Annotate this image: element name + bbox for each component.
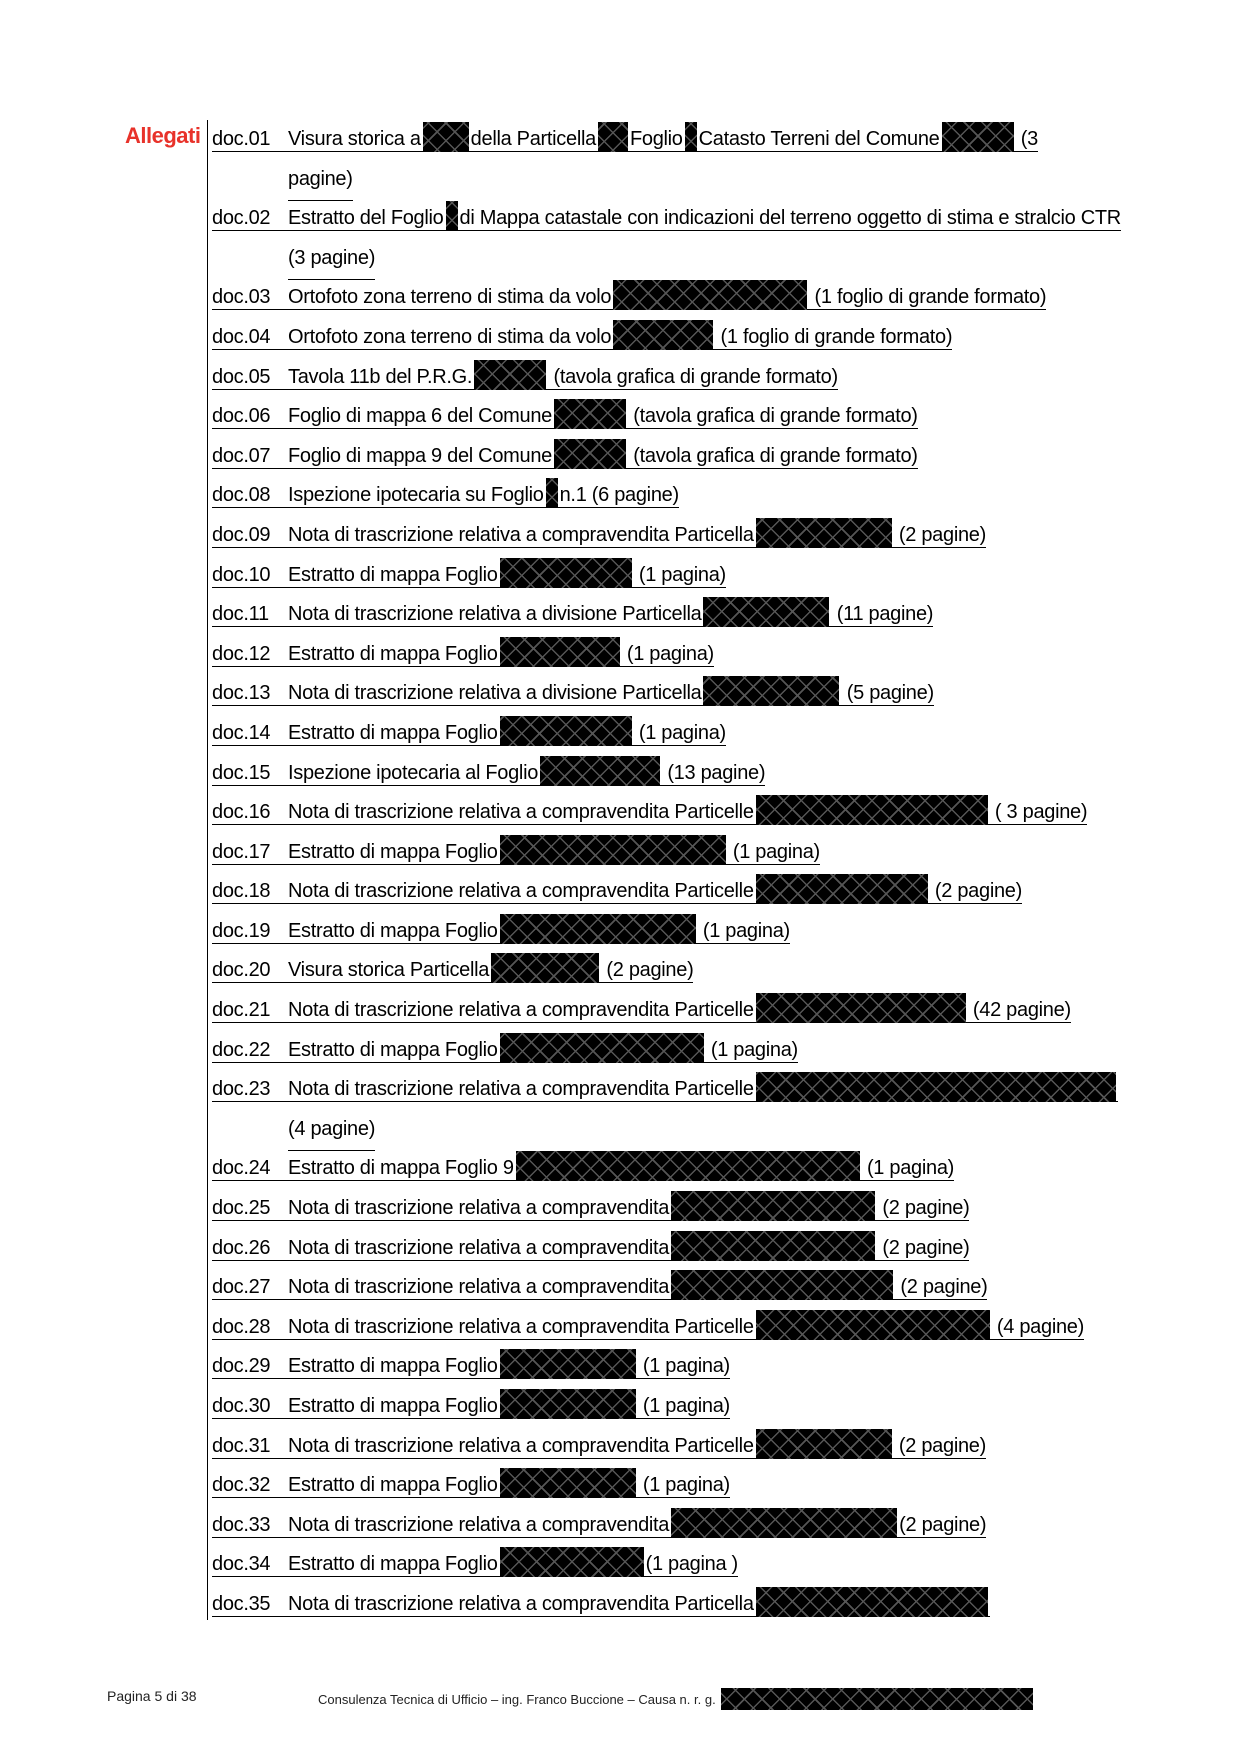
redaction [756,795,988,825]
section-divider [207,120,208,1620]
list-item: doc.23 Nota di trascrizione relativa a compravendita Particelle (4 pagine) [212,1070,1112,1149]
list-item: doc.34 Estratto di mappa Foglio (1 pagina ) [212,1545,1112,1585]
list-item: doc.08 Ispezione ipotecaria su Foglio n.1 (6 pagine) [212,476,1112,516]
redaction [756,1429,892,1459]
list-item: doc.03 Ortofoto zona terreno di stima da volo (1 foglio di grande formato) [212,278,1112,318]
list-item: doc.28 Nota di trascrizione relativa a compravendita Particelle (4 pagine) [212,1308,1112,1348]
list-item: doc.20 Visura storica Particella (2 pagine) [212,951,1112,991]
list-item: doc.06 Foglio di mappa 6 del Comune (tavola grafica di grande formato) [212,397,1112,437]
list-item: doc.21 Nota di trascrizione relativa a compravendita Particelle (42 pagine) [212,991,1112,1031]
redaction [491,953,599,983]
redaction [500,1389,636,1419]
redaction [423,122,469,152]
redaction [703,597,829,627]
list-item: doc.16 Nota di trascrizione relativa a compravendita Particelle ( 3 pagine) [212,793,1112,833]
redaction [942,122,1014,152]
redaction [703,676,839,706]
list-item: doc.27 Nota di trascrizione relativa a compravendita (2 pagine) [212,1268,1112,1308]
redaction [500,558,632,588]
doc-pages: pagine) [288,160,353,202]
redaction [500,1349,636,1379]
list-item: doc.13 Nota di trascrizione relativa a divisione Particella (5 pagine) [212,674,1112,714]
list-item: doc.10 Estratto di mappa Foglio (1 pagina) [212,556,1112,596]
list-item: doc.26 Nota di trascrizione relativa a compravendita (2 pagine) [212,1229,1112,1269]
list-item: doc.24 Estratto di mappa Foglio 9 (1 pagina) [212,1149,1112,1189]
list-item: doc.14 Estratto di mappa Foglio (1 pagina) [212,714,1112,754]
redaction [546,478,558,508]
redaction [685,122,697,152]
doc-pages: (3 pagine) [288,239,375,281]
list-item: doc.18 Nota di trascrizione relativa a compravendita Particelle (2 pagine) [212,872,1112,912]
redaction [500,1468,636,1498]
doc-pages: (4 pagine) [288,1110,375,1152]
redaction [500,1033,704,1063]
redaction [500,1547,644,1577]
redaction [756,993,966,1023]
list-item: doc.17 Estratto di mappa Foglio (1 pagina) [212,833,1112,873]
attachments-list [212,120,1121,1625]
section-label: Allegati [125,123,201,148]
list-item: doc.19 Estratto di mappa Foglio (1 pagina) [212,912,1112,952]
list-item: doc.09 Nota di trascrizione relativa a compravendita Particella (2 pagine) [212,516,1112,556]
redaction [671,1191,875,1221]
redaction [756,1310,990,1340]
redaction [613,320,713,350]
list-item: doc.30 Estratto di mappa Foglio (1 pagina) [212,1387,1112,1427]
list-item: doc.01 Visura storica a della Particella Foglio Catasto Terreni del Comune (3 pagine) [212,120,1112,199]
redaction [500,637,620,667]
list-item: doc.05 Tavola 11b del P.R.G. (tavola grafica di grande formato) [212,358,1112,398]
list-item: doc.15 Ispezione ipotecaria al Foglio (13 pagine) [212,754,1112,794]
doc-code: doc.01 [212,128,271,150]
redaction [756,518,892,548]
redaction [540,756,660,786]
redaction [516,1151,860,1181]
redaction [756,874,928,904]
redaction [756,1072,1116,1102]
list-item: doc.11 Nota di trascrizione relativa a divisione Particella (11 pagine) [212,595,1112,635]
list-item: doc.22 Estratto di mappa Foglio (1 pagina) [212,1031,1112,1071]
list-item: doc.07 Foglio di mappa 9 del Comune (tavola grafica di grande formato) [212,437,1112,477]
doc-description: Visura storica a [288,128,421,150]
footer-caption: Consulenza Tecnica di Ufficio – ing. Franco Buccione – Causa n. r. g. [318,1688,1035,1710]
page-number: Pagina 5 di 38 [107,1688,197,1704]
redaction [500,716,632,746]
list-item: doc.12 Estratto di mappa Foglio (1 pagina) [212,635,1112,675]
list-item: doc.02 Estratto del Foglio di Mappa catastale con indicazioni del terreno oggetto di stima e stralcio CTR (3 pagine) [212,199,1112,278]
redaction [500,835,726,865]
list-item: doc.31 Nota di trascrizione relativa a compravendita Particelle (2 pagine) [212,1427,1112,1467]
redaction [613,280,807,310]
redaction [446,201,458,231]
redaction [554,439,626,469]
redaction [554,399,626,429]
list-item: doc.35 Nota di trascrizione relativa a compravendita Particella [212,1585,1112,1625]
redaction [474,360,546,390]
list-item: doc.29 Estratto di mappa Foglio (1 pagina) [212,1347,1112,1387]
redaction [671,1270,893,1300]
redaction [598,122,628,152]
redaction [671,1508,897,1538]
redaction [721,1688,1033,1710]
redaction [756,1587,988,1617]
list-item: doc.33 Nota di trascrizione relativa a compravendita (2 pagine) [212,1506,1112,1546]
redaction [671,1231,875,1261]
list-item: doc.04 Ortofoto zona terreno di stima da volo (1 foglio di grande formato) [212,318,1112,358]
redaction [500,914,696,944]
list-item: doc.32 Estratto di mappa Foglio (1 pagina) [212,1466,1112,1506]
list-item: doc.25 Nota di trascrizione relativa a compravendita (2 pagine) [212,1189,1112,1229]
